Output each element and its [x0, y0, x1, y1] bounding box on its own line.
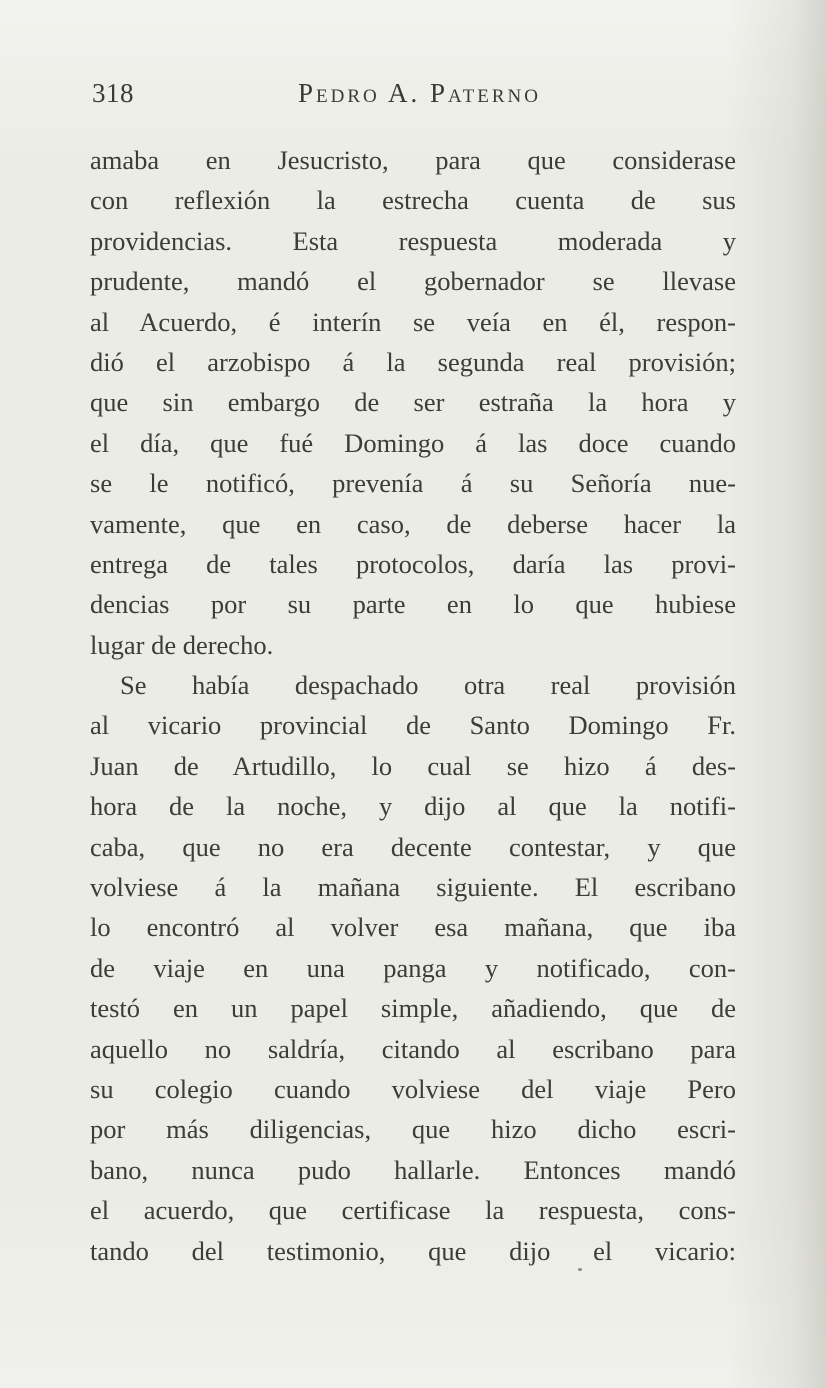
text-line: Se había despachado otra real provisión	[120, 670, 736, 701]
text-line: prudente, mandó el gobernador se llevase	[90, 266, 736, 297]
text-line: providencias. Esta respuesta moderada y	[90, 225, 736, 256]
text-line: su colegio cuando volviese del viaje Pero	[90, 1073, 736, 1104]
text-line: dencias por su parte en lo que hubiese	[90, 589, 736, 620]
text-line: se le notificó, prevenía á su Señoría nue-	[90, 468, 736, 499]
text-line: lo encontró al volver esa mañana, que iba	[90, 912, 736, 943]
body-text	[90, 140, 736, 1271]
text-line: amaba en Jesucristo, para que considerase	[90, 145, 736, 175]
text-line: lugar de derecho.	[90, 629, 274, 660]
text-line: al Acuerdo, é interín se veía en él, respon-	[90, 306, 736, 337]
paragraph-1	[90, 140, 736, 665]
text-line: hora de la noche, y dijo al que la notifi-	[90, 791, 736, 822]
text-line: aquello no saldría, citando al escribano para	[90, 1033, 736, 1064]
text-line: de viaje en una panga y notificado, con-	[90, 952, 736, 983]
paper-speck	[578, 1268, 582, 1271]
text-line: dió el arzobispo á la segunda real provisión;	[90, 346, 736, 377]
text-line: vamente, que en caso, de deberse hacer la	[90, 508, 736, 539]
text-line: entrega de tales protocolos, daría las provi-	[90, 548, 736, 579]
text-line: el día, que fué Domingo á las doce cuando	[90, 427, 736, 458]
text-line: tando del testimonio, que dijo el vicario:	[90, 1235, 736, 1266]
text-line: caba, que no era decente contestar, y que	[90, 831, 736, 862]
text-line: al vicario provincial de Santo Domingo Fr.	[90, 710, 736, 741]
running-head: Pedro A. Paterno	[298, 78, 541, 108]
text-line: por más diligencias, que hizo dicho escri-	[90, 1114, 736, 1145]
text-line: Juan de Artudillo, lo cual se hizo á des-	[90, 750, 736, 781]
text-line: bano, nunca pudo hallarle. Entonces mandó	[90, 1154, 736, 1185]
page-number: 318	[92, 78, 134, 108]
page-header	[90, 74, 750, 118]
text-line: que sin embargo de ser estraña la hora y	[90, 387, 736, 418]
paragraph-2	[90, 665, 736, 1271]
text-line: testó en un papel simple, añadiendo, que de	[90, 993, 736, 1024]
text-line: con reflexión la estrecha cuenta de sus	[90, 185, 736, 216]
text-line: el acuerdo, que certificase la respuesta, cons-	[90, 1195, 736, 1226]
text-line: volviese á la mañana siguiente. El escribano	[90, 872, 736, 903]
